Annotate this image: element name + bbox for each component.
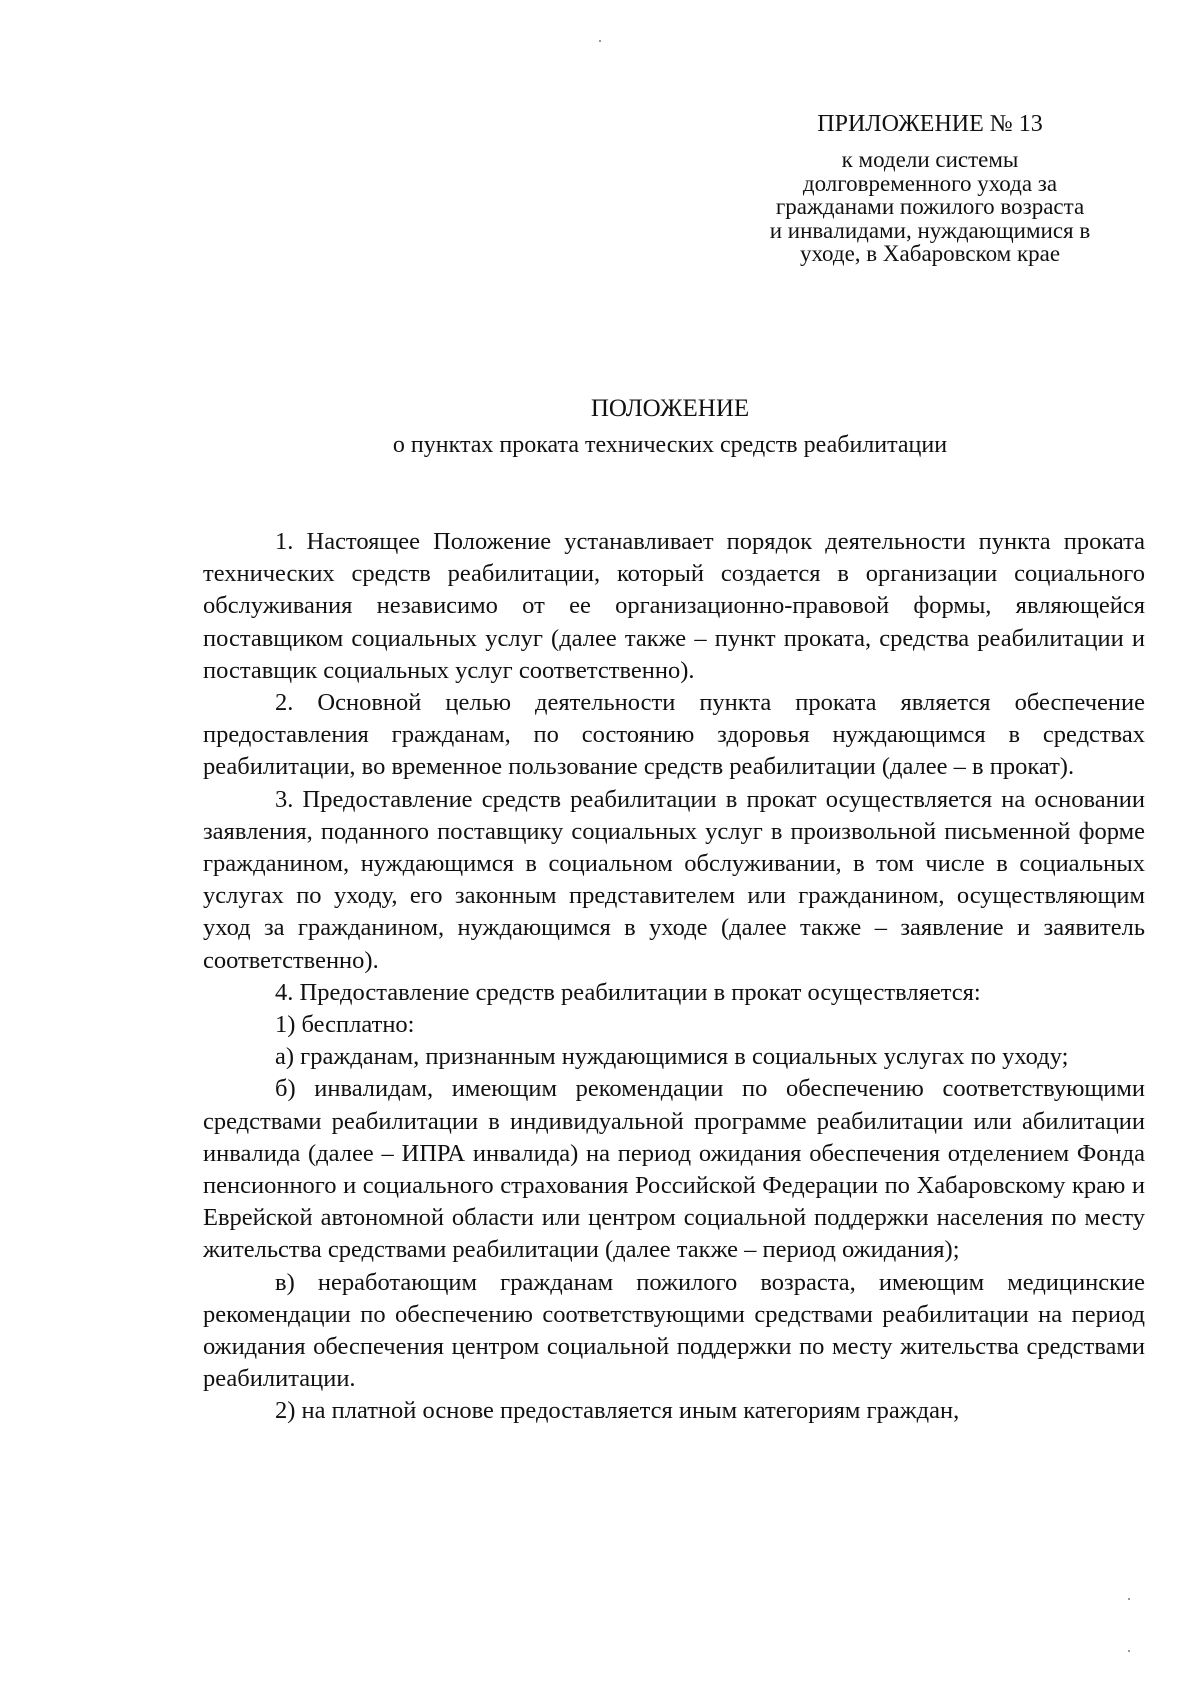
paragraph: б) инвалидам, имеющим рекомендации по обеспечению соответствующими средствами реабилитации в индивидуальной программе реабилитации или абилитации инвалида (далее – ИПРА инвалида) на период ожидания обеспечения отделением Фонда пенсионного и социального страхования Российской Федерации по Хабаровскому краю и Еврейской автономной области или центром социальной поддержки населения по месту жительства средствами реабилитации (далее также – период ожидания); xyxy=(203,1075,1145,1264)
scan-speck xyxy=(1128,1598,1130,1600)
document-title: ПОЛОЖЕНИЕ xyxy=(590,395,750,422)
paragraph: в) неработающим гражданам пожилого возраста, имеющим медицинские рекомендации по обеспечению соответствующими средствами реабилитации на период ожидания обеспечения центром социальной поддержки по месту жительства средствами реабилитации. xyxy=(203,1268,1145,1393)
appendix-line: уходе, в Хабаровском крае xyxy=(799,241,1061,266)
appendix-reference xyxy=(740,148,1120,266)
appendix-number: ПРИЛОЖЕНИЕ № 13 xyxy=(817,111,1043,137)
appendix-line: и инвалидами, нуждающимися в xyxy=(769,217,1091,243)
paragraph: 1) бесплатно: xyxy=(275,1011,415,1039)
paragraph: 3. Предоставление средств реабилитации в прокат осуществляется на основании заявления, поданного поставщику социальных услуг в произвольной письменной форме гражданином, нуждающимся в социальном обслуживании, в том числе в социальных услугах по уходу, его законным представителем или гражданином, осуществляющим уход за гражданином, нуждающимся в уходе (далее также – заявление и заявитель соответственно). xyxy=(203,785,1145,974)
scan-speck xyxy=(599,40,601,42)
paragraph: а) гражданам, признанным нуждающимися в социальных услугах по уходу; xyxy=(275,1043,1069,1071)
paragraph: 1. Настоящее Положение устанавливает порядок деятельности пункта проката технических средств реабилитации, который создается в организации социального обслуживания независимо от ее организационно-правовой формы, являющейся поставщиком социальных услуг (далее также – пункт проката, средства реабилитации и поставщик социальных услуг соответственно). xyxy=(203,528,1145,684)
document-subtitle: о пунктах проката технических средств реабилитации xyxy=(392,432,948,458)
appendix-line: к модели системы xyxy=(841,147,1019,172)
appendix-header xyxy=(740,108,1120,266)
appendix-line: гражданами пожилого возраста xyxy=(775,194,1085,219)
paragraph: 4. Предоставление средств реабилитации в прокат осуществляется: xyxy=(275,978,981,1006)
paragraph: 2. Основной целью деятельности пункта проката является обеспечение предоставления гражданам, по состоянию здоровья нуждающимся в средствах реабилитации, во временное пользование средств реабилитации (далее – в прокат). xyxy=(203,689,1145,781)
document-body xyxy=(203,526,1145,1428)
scan-speck xyxy=(1128,1650,1130,1652)
appendix-line: долговременного ухода за xyxy=(802,170,1058,196)
paragraph: 2) на платной основе предоставляется иным категориям граждан, xyxy=(275,1397,960,1425)
